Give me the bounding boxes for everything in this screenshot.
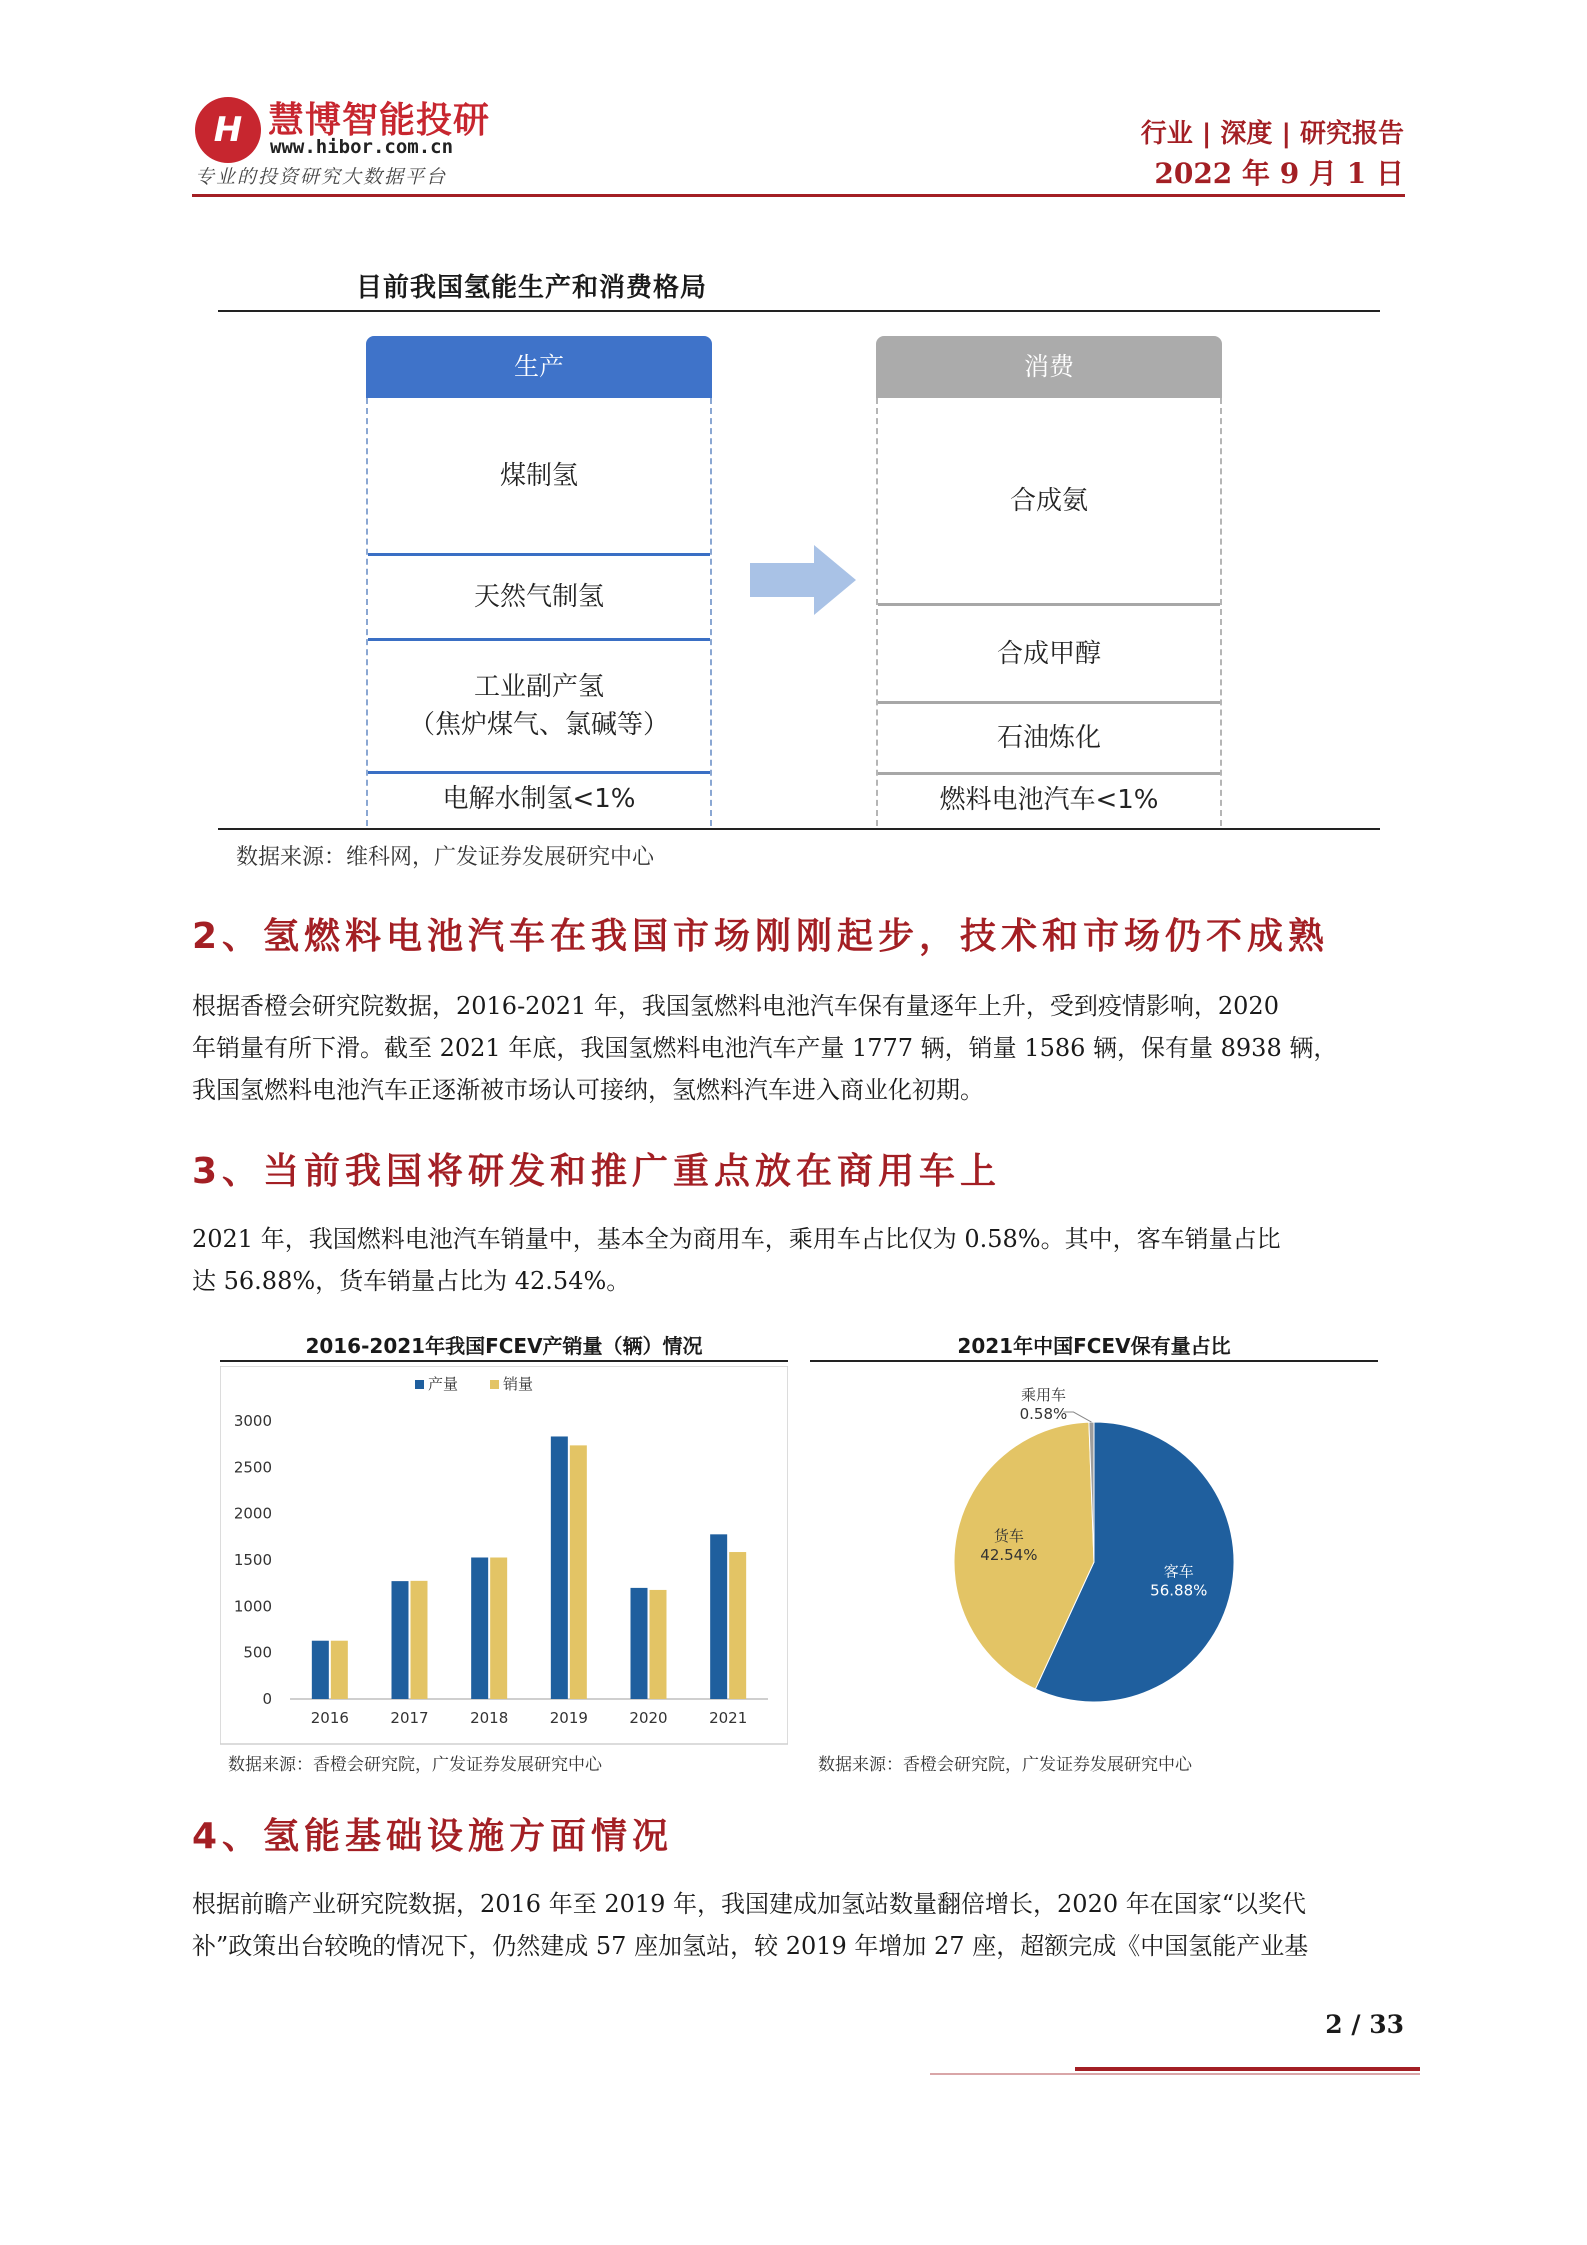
diagram-title: 目前我国氢能生产和消费格局 bbox=[356, 273, 708, 303]
section2-line: 我国氢燃料电池汽车正逐渐被市场认可接纳，氢燃料汽车进入商业化初期。 bbox=[192, 1076, 984, 1104]
bar-chart-title: 2016-2021年我国FCEV产销量（辆）情况 bbox=[305, 1334, 703, 1358]
consumption-item-methanol: 合成甲醇 bbox=[996, 638, 1101, 669]
bar-销量-2016 bbox=[331, 1641, 348, 1699]
brand-name: 慧博智能投研 bbox=[268, 100, 491, 141]
x-tick-label: 2019 bbox=[549, 1709, 588, 1727]
report-type: 行业 | 深度 | 研究报告 bbox=[1140, 119, 1404, 149]
bar-chart bbox=[220, 1366, 788, 1746]
y-tick-label: 1500 bbox=[233, 1551, 272, 1569]
production-item-coal: 煤制氢 bbox=[499, 460, 578, 491]
bar-销量-2017 bbox=[411, 1581, 428, 1699]
pie-label-name-货车: 货车 bbox=[993, 1526, 1024, 1545]
section3-paragraph bbox=[192, 1218, 1407, 1302]
consumption-item-ammonia: 合成氨 bbox=[1009, 485, 1088, 516]
section2-heading: 2、氢燃料电池汽车在我国市场刚刚起步，技术和市场仍不成熟 bbox=[192, 916, 1330, 957]
bar-销量-2019 bbox=[570, 1445, 587, 1699]
production-column bbox=[366, 398, 712, 826]
report-date: 2022 年 9 月 1 日 bbox=[1154, 157, 1404, 190]
footer-accent-rule bbox=[1075, 2067, 1420, 2071]
bar-销量-2021 bbox=[729, 1552, 746, 1699]
consumption-item-refining: 石油炼化 bbox=[996, 723, 1101, 753]
consumption-header: 消费 bbox=[876, 336, 1222, 398]
brand-url[interactable]: www.hibor.com.cn bbox=[270, 136, 454, 158]
pie-chart-source: 数据来源：香橙会研究院，广发证券发展研究中心 bbox=[818, 1755, 1192, 1775]
production-item-industrial bbox=[368, 641, 710, 771]
section4-paragraph bbox=[192, 1883, 1407, 1967]
pie-chart-rule bbox=[810, 1360, 1378, 1362]
bar-产量-2017 bbox=[392, 1581, 409, 1699]
y-tick-label: 2500 bbox=[233, 1458, 272, 1477]
section2-line: 根据香橙会研究院数据，2016-2021 年，我国氢燃料电池汽车保有量逐年上升，受到疫情影响，2020 bbox=[192, 992, 1279, 1020]
y-tick-label: 3000 bbox=[233, 1412, 272, 1430]
production-item-industrial-note: （焦炉煤气、氯碱等） bbox=[408, 710, 669, 740]
bar-销量-2020 bbox=[650, 1590, 667, 1699]
y-tick-label: 2000 bbox=[233, 1504, 272, 1523]
pie-label-name-乘用车: 乘用车 bbox=[1020, 1386, 1066, 1405]
section3-heading: 3、当前我国将研发和推广重点放在商用车上 bbox=[192, 1151, 1002, 1192]
diagram-source: 数据来源：维科网，广发证券发展研究中心 bbox=[236, 845, 655, 870]
legend-swatch-0 bbox=[415, 1380, 424, 1389]
bar-产量-2021 bbox=[710, 1534, 727, 1699]
bar-chart-rule bbox=[220, 1360, 788, 1362]
footer-rule bbox=[930, 2073, 1420, 2075]
legend-swatch-1 bbox=[490, 1380, 499, 1389]
production-item-industrial-label: 工业副产氢 bbox=[473, 672, 604, 702]
bar-产量-2019 bbox=[551, 1436, 568, 1699]
x-tick-label: 2021 bbox=[709, 1709, 748, 1727]
page-number: 2 / 33 bbox=[1325, 2010, 1404, 2039]
x-tick-label: 2016 bbox=[310, 1709, 349, 1727]
flow-arrow-icon bbox=[750, 545, 856, 615]
production-header: 生产 bbox=[366, 336, 712, 398]
legend-label-0: 产量 bbox=[428, 1375, 459, 1393]
pie-label-value-客车: 56.88% bbox=[1150, 1581, 1208, 1600]
x-tick-label: 2020 bbox=[629, 1709, 668, 1727]
section3-line: 达 56.88%，货车销量占比为 42.54%。 bbox=[192, 1267, 631, 1295]
pie-label-name-客车: 客车 bbox=[1163, 1562, 1194, 1581]
legend-label-1: 销量 bbox=[503, 1375, 534, 1393]
pie-chart-title: 2021年中国FCEV保有量占比 bbox=[957, 1334, 1231, 1358]
section4-heading: 4、氢能基础设施方面情况 bbox=[192, 1816, 674, 1857]
production-item-gas: 天然气制氢 bbox=[473, 582, 604, 612]
section2-paragraph bbox=[192, 985, 1407, 1111]
section4-line: 补”政策出台较晚的情况下，仍然建成 57 座加氢站，较 2019 年增加 27 座，超额完成《中国氢能产业基 bbox=[192, 1932, 1309, 1960]
bar-销量-2018 bbox=[490, 1557, 507, 1699]
bar-产量-2016 bbox=[312, 1641, 329, 1699]
brand-logo-icon: H bbox=[195, 97, 261, 163]
bar-产量-2020 bbox=[631, 1588, 648, 1699]
pie-chart bbox=[810, 1366, 1378, 1746]
diagram-bottom-rule bbox=[218, 828, 1380, 830]
brand-slogan: 专业的投资研究大数据平台 bbox=[195, 166, 448, 188]
bar-产量-2018 bbox=[471, 1557, 488, 1699]
pie-label-value-货车: 42.54% bbox=[980, 1545, 1038, 1564]
x-tick-label: 2018 bbox=[470, 1709, 509, 1727]
bar-chart-source: 数据来源：香橙会研究院，广发证券发展研究中心 bbox=[228, 1755, 602, 1775]
consumption-item-fuelcell: 燃料电池汽车<1% bbox=[939, 784, 1159, 815]
section2-line: 年销量有所下滑。截至 2021 年底，我国氢燃料电池汽车产量 1777 辆，销量 1586 辆，保有量 8938 辆， bbox=[192, 1034, 1338, 1062]
header-divider bbox=[192, 194, 1405, 197]
pie-label-value-乘用车: 0.58% bbox=[1019, 1405, 1068, 1424]
section4-line: 根据前瞻产业研究院数据，2016 年至 2019 年，我国建成加氢站数量翻倍增长，2020 年在国家“以奖代 bbox=[192, 1890, 1307, 1918]
y-tick-label: 0 bbox=[262, 1690, 272, 1708]
production-item-electrolysis: 电解水制氢<1% bbox=[442, 784, 636, 814]
pie-leader-line bbox=[1063, 1412, 1091, 1422]
y-tick-label: 1000 bbox=[233, 1597, 272, 1616]
x-tick-label: 2017 bbox=[390, 1709, 429, 1727]
consumption-column bbox=[876, 398, 1222, 826]
diagram-top-rule bbox=[218, 310, 1380, 312]
y-tick-label: 500 bbox=[243, 1643, 272, 1662]
section3-line: 2021 年，我国燃料电池汽车销量中，基本全为商用车，乘用车占比仅为 0.58%。其中，客车销量占比 bbox=[192, 1225, 1281, 1253]
